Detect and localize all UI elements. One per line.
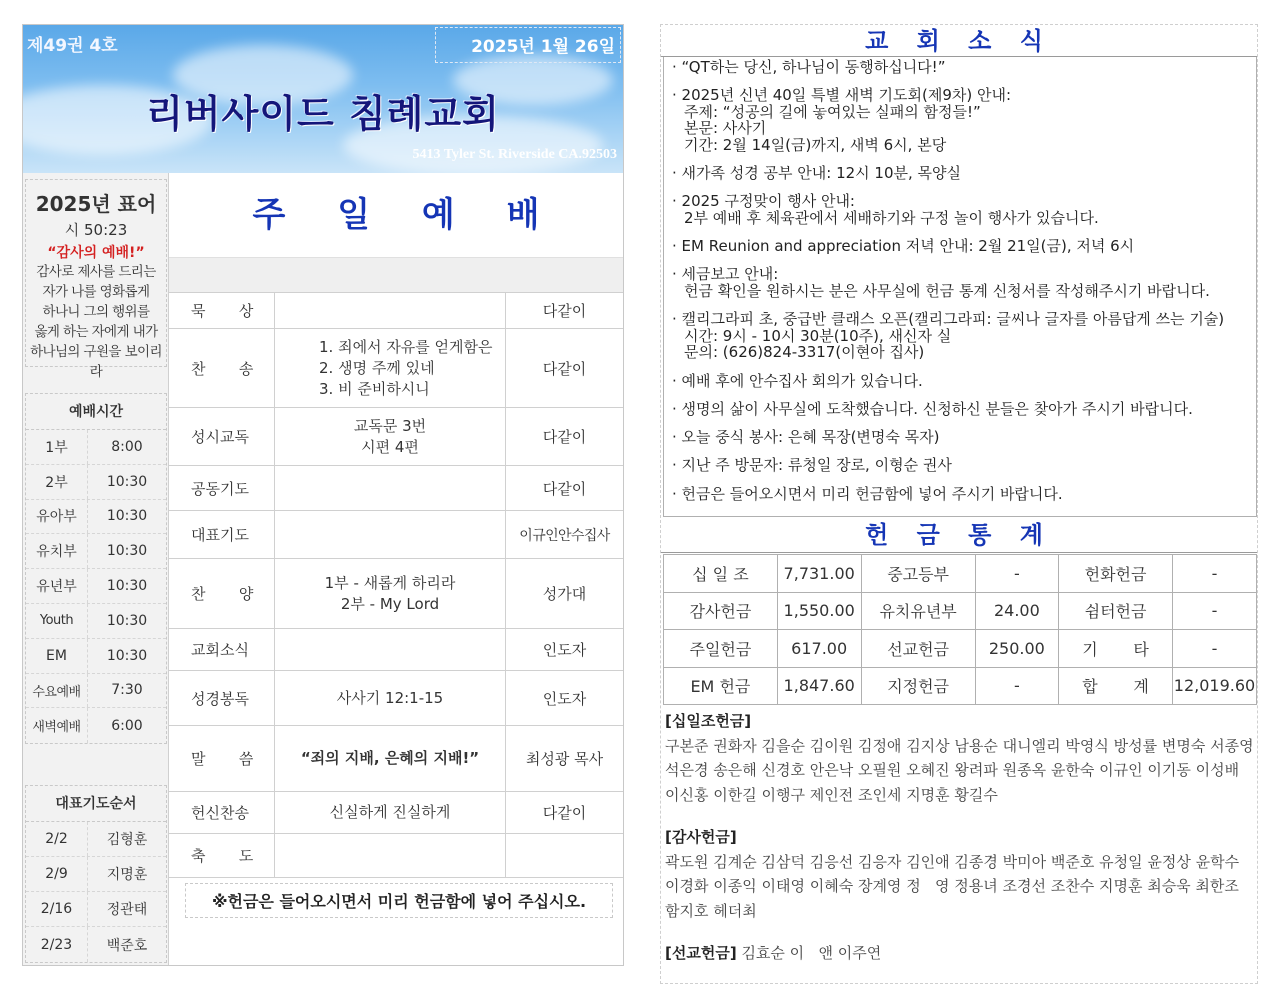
prayer-order-title: 대표기도순서 — [26, 786, 166, 822]
worship-time-value: 10:30 — [106, 508, 148, 525]
offering-amount: 1,550.00 — [777, 592, 861, 630]
service-item-content — [275, 329, 506, 407]
news-item — [672, 486, 1256, 503]
donor-names: 구본준 권화자 김을순 김이원 김정애 김지상 남용순 대니엘리 박영식 방성률 변명숙 서종영 석은경 송은해 신경호 안은낙 오필원 오혜진 왕려파 원종옥 윤한숙 이규인 이기동 이성배 이신홍 이한길 이행구 제인전 조인세 지명훈 황길수 — [665, 736, 1259, 804]
service-order-row — [169, 726, 623, 792]
service-item-name: 찬 양 — [169, 559, 275, 628]
worship-time-name: 새벽예배 — [26, 708, 88, 743]
service-item-content — [275, 629, 506, 670]
news-line: · 예배 후에 안수집사 회의가 있습니다. — [672, 371, 923, 390]
service-order-row — [169, 629, 623, 671]
news-line: 2부 예배 후 체육관에서 세배하기와 구정 놀이 행사가 있습니다. — [684, 208, 1099, 227]
offering-category: EM 헌금 — [664, 667, 778, 705]
worship-time-name: 1부 — [26, 430, 88, 464]
news-line: · 캘리그라피 초, 중급반 클래스 오픈(캘리그라피: 글씨나 글자를 아름답게 쓰는 기술) — [672, 310, 1225, 329]
worship-time-name: 2부 — [26, 465, 88, 499]
service-item-name: 헌신찬송 — [169, 792, 275, 833]
offering-row — [664, 592, 1257, 630]
service-content-line: 교독문 3번 — [353, 416, 427, 435]
news-line: · “QT하는 당신, 하나님이 동행하십니다!” — [672, 58, 946, 76]
service-content-line: 1. 죄에서 자유를 얻게함은 — [319, 337, 493, 356]
worship-times-table — [25, 393, 167, 744]
service-item-leader: 이규인안수집사 — [519, 527, 610, 544]
worship-time-value: 10:30 — [106, 473, 148, 490]
worship-time-name: 유치부 — [26, 534, 88, 568]
news-line: · 2025년 신년 40일 특별 새벽 기도회(제9차) 안내: — [672, 86, 1012, 105]
offering-category: 헌화헌금 — [1059, 555, 1173, 593]
service-item-name: 대표기도 — [169, 511, 275, 558]
offering-category: 중고등부 — [861, 555, 975, 593]
service-item-content — [275, 726, 506, 791]
service-item-content — [275, 293, 506, 328]
offering-amount: - — [975, 667, 1058, 705]
motto-line: 자가 나를 영화롭게 — [42, 284, 150, 300]
service-item-content — [275, 559, 506, 628]
motto-line: 감사로 제사를 드리는 — [36, 264, 156, 280]
donor-lists — [665, 709, 1259, 984]
donor-group — [665, 825, 1255, 923]
service-item-leader: 최성광 목사 — [525, 750, 604, 768]
service-order-row — [169, 329, 623, 408]
service-content-line: 사사기 12:1-15 — [336, 688, 444, 707]
offering-amount: - — [975, 555, 1058, 593]
worship-time-row — [26, 639, 166, 674]
service-item-leader: 다같이 — [542, 428, 587, 446]
prayer-leader-name: 정관태 — [106, 902, 148, 918]
news-line: 주제: “성공의 길에 놓여있는 실패의 함정들!” — [684, 102, 981, 121]
worship-time-value: 10:30 — [106, 543, 148, 560]
motto-reference: 시 50:23 — [64, 221, 128, 239]
worship-time-name: 수요예배 — [26, 674, 88, 708]
news-item — [672, 457, 1256, 474]
service-item-content — [275, 511, 506, 558]
news-item — [672, 373, 1256, 390]
service-item-name: 교회소식 — [169, 629, 275, 670]
news-line: · 오늘 중식 봉사: 은혜 목장(변명숙 목자) — [672, 428, 940, 447]
motto-highlight: “감사의 예배!” — [47, 245, 145, 261]
prayer-order-row — [26, 857, 166, 892]
service-content-line: 신실하게 진실하게 — [329, 803, 451, 821]
motto-title: 2025년 표어 — [35, 192, 157, 216]
service-item-name: 축 도 — [169, 834, 275, 877]
service-content-line: 2. 생명 주께 있네 — [319, 358, 435, 377]
news-item — [672, 401, 1256, 418]
news-line: · 새가족 성경 공부 안내: 12시 10분, 목양실 — [672, 164, 962, 183]
header-banner — [23, 25, 623, 173]
donor-group-label: [감사헌금] — [665, 828, 737, 846]
bulletin-front-page — [22, 24, 624, 966]
offering-notice: ※헌금은 들어오시면서 미리 헌금함에 넣어 주십시오. — [185, 883, 613, 918]
worship-time-value: 10:30 — [106, 578, 148, 595]
service-title: 주 일 예 배 — [252, 195, 560, 235]
worship-time-row — [26, 534, 166, 569]
offering-stats-table — [663, 554, 1257, 705]
offering-category: 주일헌금 — [664, 630, 778, 668]
service-order-row — [169, 408, 623, 466]
service-content-line: 2부 - My Lord — [340, 594, 440, 613]
donor-group — [665, 941, 1255, 966]
worship-time-value: 6:00 — [111, 717, 143, 734]
news-item — [672, 238, 1256, 255]
news-item — [672, 266, 1256, 299]
offering-category: 감사헌금 — [664, 592, 778, 630]
news-line: · 헌금은 들어오시면서 미리 헌금함에 넣어 주시기 바랍니다. — [672, 484, 1063, 503]
service-order-row — [169, 834, 623, 878]
service-item-leader: 다같이 — [542, 804, 587, 822]
offering-amount: 617.00 — [777, 630, 861, 668]
prayer-leader-name: 지명훈 — [106, 867, 148, 883]
offering-amount: - — [1172, 592, 1256, 630]
service-content-line: 1부 - 새롭게 하리라 — [324, 573, 456, 592]
service-item-leader: 다같이 — [542, 359, 587, 378]
service-order-row — [169, 511, 623, 559]
news-line: 시간: 9시 - 10시 30분(10주), 새신자 실 — [684, 326, 952, 345]
motto-line: 하나니 그의 행위를 — [42, 304, 150, 320]
service-content-line: “죄의 지배, 은혜의 지배!” — [300, 749, 480, 767]
service-content-line: 3. 비 준비하시니 — [319, 379, 430, 398]
service-order-row — [169, 792, 623, 834]
worship-time-name: EM — [26, 639, 88, 673]
service-item-leader: 다같이 — [542, 479, 587, 498]
worship-time-name: 유아부 — [26, 500, 88, 534]
offering-amount: 7,731.00 — [777, 555, 861, 593]
service-order-row — [169, 293, 623, 329]
volume-number: 제49권 4호 — [27, 36, 118, 56]
service-item-leader: 성가대 — [542, 585, 587, 603]
prayer-order-row — [26, 927, 166, 962]
news-line: · 세금보고 안내: — [672, 265, 779, 284]
worship-times-title: 예배시간 — [26, 394, 166, 430]
offering-row — [664, 667, 1257, 705]
worship-order — [169, 173, 623, 965]
offering-category: 지정헌금 — [861, 667, 975, 705]
news-item — [672, 311, 1256, 361]
offering-stats-title: 헌 금 통 계 — [661, 517, 1257, 553]
offering-amount: 1,847.60 — [777, 667, 861, 705]
worship-time-row — [26, 465, 166, 500]
prayer-date: 2/9 — [26, 857, 88, 891]
news-line: 본문: 사사기 — [684, 119, 767, 138]
worship-time-row — [26, 500, 166, 535]
news-line: · 생명의 삶이 사무실에 도착했습니다. 신청하신 분들은 찾아가 주시기 바랍니다. — [672, 399, 1193, 418]
service-item-content — [275, 466, 506, 510]
news-line: · EM Reunion and appreciation 저녁 안내: 2월 21일(금), 저녁 6시 — [672, 237, 1135, 256]
news-line: 기간: 2월 14일(금)까지, 새벽 6시, 본당 — [684, 135, 947, 154]
news-title: 교 회 소 식 — [661, 25, 1257, 57]
offering-category: 기 타 — [1059, 630, 1173, 668]
service-order-row — [169, 671, 623, 726]
donor-names: 곽도원 김계순 김삼덕 김응선 김응자 김인애 김종경 박미아 백준호 유청일 윤정상 윤학수 이경화 이종익 이태영 이혜숙 장계영 정 영 정용녀 조경선 조찬수 지명훈 최승욱 최한조 함지호 헤더최 — [665, 852, 1244, 920]
prayer-order-row — [26, 892, 166, 927]
worship-time-row — [26, 674, 166, 709]
prayer-leader-name: 김형훈 — [106, 832, 148, 848]
worship-time-name: 유년부 — [26, 569, 88, 603]
donor-names: 김효순 이 앤 이주연 — [736, 944, 882, 962]
news-item — [672, 87, 1256, 153]
bulletin-date: 2025년 1월 26일 — [471, 37, 615, 57]
offering-row — [664, 630, 1257, 668]
motto-line: 옳게 하는 자에게 내가 — [34, 324, 158, 340]
worship-time-row — [26, 430, 166, 465]
news-line: · 2025 구정맞이 행사 안내: — [672, 192, 855, 211]
news-line: 헌금 확인을 원하시는 분은 사무실에 헌금 통계 신청서를 작성해주시기 바랍니다. — [684, 281, 1210, 300]
offering-category: 십 일 조 — [664, 555, 778, 593]
donor-group-label: [선교헌금] — [665, 944, 737, 962]
donor-group-label: [십일조헌금] — [665, 712, 752, 730]
service-item-content — [275, 792, 506, 833]
motto-line: 하나님의 구원을 보이리라 — [30, 344, 162, 380]
offering-amount: - — [1172, 555, 1256, 593]
prayer-date: 2/23 — [26, 927, 88, 962]
sidebar — [23, 173, 169, 965]
service-item-content — [275, 671, 506, 725]
service-item-content — [275, 834, 506, 877]
worship-time-value: 7:30 — [111, 682, 143, 699]
news-line: · 지난 주 방문자: 류청일 장로, 이형순 권사 — [672, 456, 952, 475]
service-item-name: 성경봉독 — [169, 671, 275, 725]
year-motto — [25, 179, 167, 380]
order-header-band — [169, 257, 623, 293]
news-item — [672, 193, 1256, 226]
service-order-row — [169, 466, 623, 511]
worship-time-value: 10:30 — [106, 647, 148, 664]
church-name: 리버사이드 침례교회 — [146, 92, 500, 136]
offering-category: 쉼터헌금 — [1059, 592, 1173, 630]
worship-time-row — [26, 604, 166, 639]
news-item — [672, 165, 1256, 182]
news-line: 문의: (626)824-3317(이현아 집사) — [684, 343, 925, 362]
worship-time-row — [26, 569, 166, 604]
service-item-name: 공동기도 — [169, 466, 275, 510]
service-item-leader — [506, 834, 623, 877]
prayer-date: 2/16 — [26, 892, 88, 926]
donor-group — [665, 709, 1259, 807]
service-item-name: 묵 상 — [169, 293, 275, 328]
offering-amount: 12,019.60 — [1172, 667, 1256, 705]
worship-time-value: 10:30 — [106, 612, 148, 629]
service-order-row — [169, 559, 623, 629]
bulletin-back-page — [660, 24, 1258, 984]
worship-time-row — [26, 708, 166, 743]
prayer-order-row — [26, 822, 166, 857]
service-content-line: 시편 4편 — [361, 437, 419, 456]
offering-row — [664, 555, 1257, 593]
service-item-leader: 인도자 — [542, 689, 587, 708]
offering-amount: 24.00 — [975, 592, 1058, 630]
worship-time-value: 8:00 — [111, 438, 143, 455]
news-item — [672, 429, 1256, 446]
service-item-name: 말 씀 — [169, 726, 275, 791]
service-item-leader: 다같이 — [542, 302, 587, 320]
service-item-name: 성시교독 — [169, 408, 275, 465]
offering-category: 선교헌금 — [861, 630, 975, 668]
church-address: 5413 Tyler St. Riverside CA.92503 — [412, 147, 617, 162]
worship-time-name: Youth — [26, 604, 88, 638]
prayer-leader-name: 백준호 — [106, 937, 148, 954]
service-item-name: 찬 송 — [169, 329, 275, 407]
church-news-list — [663, 57, 1257, 517]
prayer-date: 2/2 — [26, 822, 88, 856]
offering-amount: - — [1172, 630, 1256, 668]
service-item-content — [275, 408, 506, 465]
service-item-leader: 인도자 — [542, 641, 587, 659]
offering-amount: 250.00 — [975, 630, 1058, 668]
news-item — [672, 59, 1256, 76]
prayer-order-table — [25, 785, 167, 963]
offering-category: 합 계 — [1059, 667, 1173, 705]
offering-category: 유치유년부 — [861, 592, 975, 630]
